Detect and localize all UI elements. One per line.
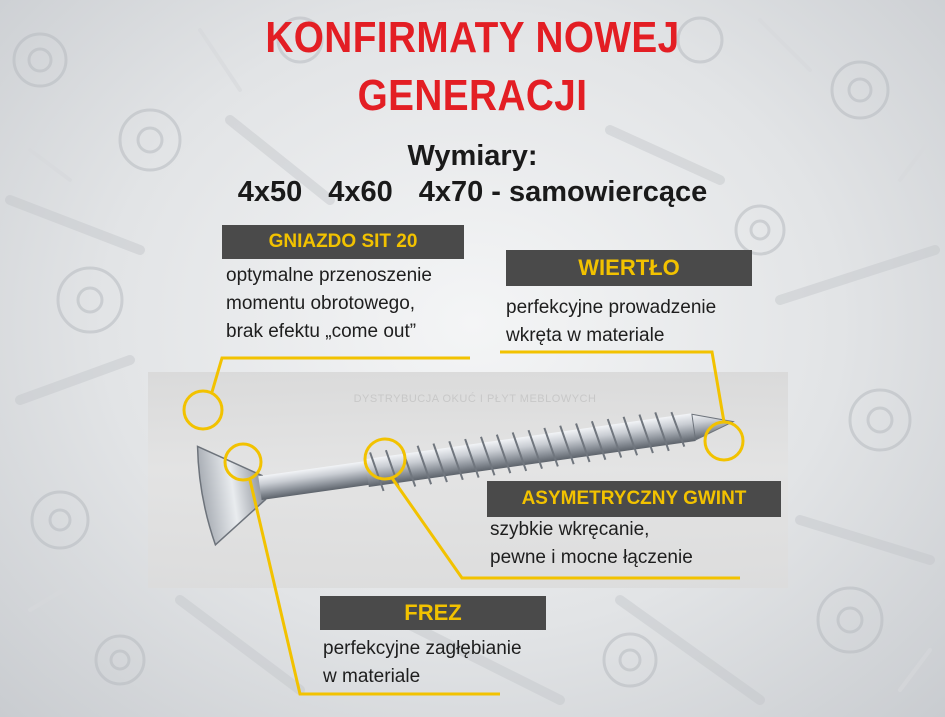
mill-feature-description [323, 635, 522, 691]
description-line: pewne i mocne łączenie [490, 547, 693, 568]
thread-feature-description [490, 516, 693, 572]
leader-drill [500, 352, 724, 422]
mill-feature-label: FREZ [320, 596, 546, 630]
description-line: perfekcyjne zagłębianie [323, 638, 522, 659]
socket-feature-description [226, 262, 432, 346]
page-title-line-2: GENERACJI [357, 71, 588, 120]
dimension-size: 4x70 - samowiercące [418, 176, 708, 208]
socket-feature-label: GNIAZDO SIT 20 [222, 225, 464, 259]
dimensions-list [0, 176, 945, 209]
leader-socket [212, 358, 470, 392]
watermark-text: DYSTRYBUCJA OKUĆ I PŁYT MEBLOWYCH [353, 393, 597, 405]
drill-feature-description [506, 294, 716, 350]
description-line: momentu obrotowego, [226, 293, 416, 314]
description-line: brak efektu „come out” [226, 321, 417, 342]
callout-circle-socket [184, 391, 222, 429]
description-line: perfekcyjne prowadzenie [506, 297, 717, 318]
dimensions-label: Wymiary: [407, 140, 538, 172]
dimension-size: 4x60 [328, 176, 393, 208]
description-line: w materiale [323, 666, 421, 687]
description-line: szybkie wkręcanie, [490, 519, 650, 540]
description-line: optymalne przenoszenie [226, 265, 432, 286]
dimension-size: 4x50 [237, 176, 303, 208]
callout-circle-drill [705, 422, 743, 460]
drill-feature-label: WIERTŁO [506, 250, 752, 286]
description-line: wkręta w materiale [506, 325, 665, 346]
thread-feature-label: ASYMETRYCZNY GWINT [487, 481, 781, 517]
page-title-line-1: KONFIRMATY NOWEJ [265, 13, 680, 62]
